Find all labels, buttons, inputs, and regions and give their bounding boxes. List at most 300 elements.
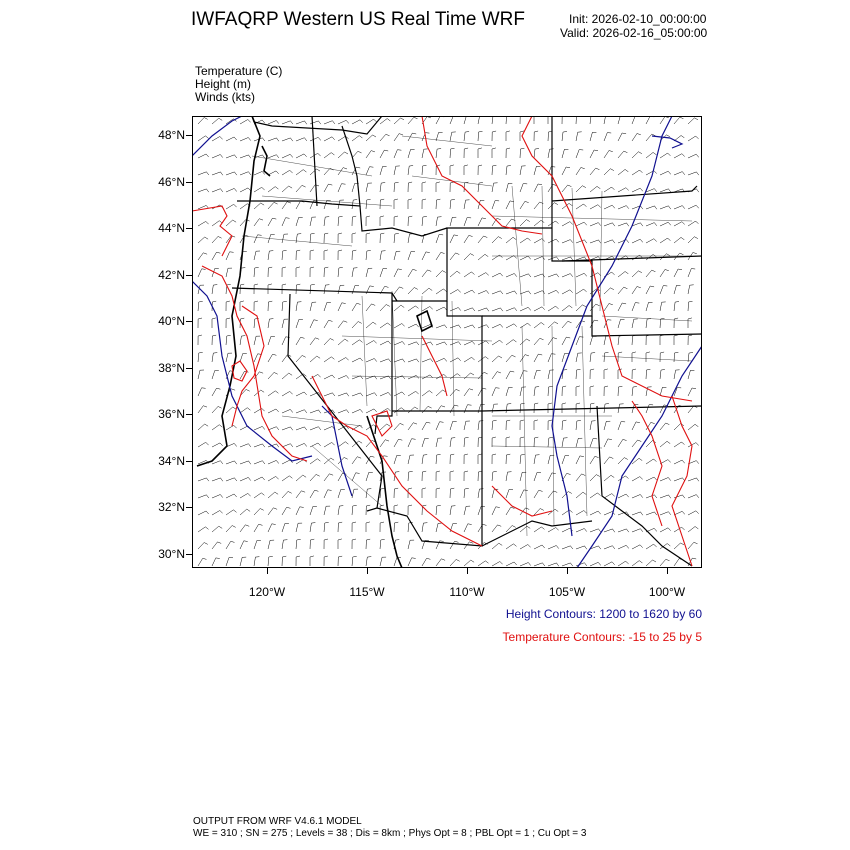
wind-barb xyxy=(352,556,357,566)
wind-barb xyxy=(660,335,664,345)
wind-barb xyxy=(688,495,699,498)
wind-barb xyxy=(324,556,328,566)
wind-barb xyxy=(492,404,498,413)
coastline xyxy=(197,116,432,568)
wind-barb xyxy=(310,233,315,243)
wind-barb xyxy=(254,408,265,413)
wind-barb xyxy=(618,223,629,226)
wind-barb xyxy=(646,171,657,175)
wind-barb xyxy=(590,116,595,124)
wind-barb xyxy=(394,134,403,141)
wind-barb xyxy=(436,438,442,447)
wind-barb xyxy=(534,166,540,175)
wind-barb xyxy=(352,151,362,158)
lat-tick-label: 36°N xyxy=(158,407,185,421)
wind-barb xyxy=(310,320,318,328)
wind-barb xyxy=(464,290,475,294)
wind-barb xyxy=(492,183,498,192)
lat-tick-mark xyxy=(186,507,192,508)
wind-barb xyxy=(450,405,458,413)
wind-barb xyxy=(310,507,317,516)
wind-barb xyxy=(646,335,650,345)
wind-barb xyxy=(436,523,442,532)
wind-barb xyxy=(506,562,517,566)
wind-barb xyxy=(478,254,488,260)
wind-barb xyxy=(310,121,321,124)
wind-barb xyxy=(310,338,319,345)
wind-barb xyxy=(534,291,545,294)
wind-barb xyxy=(576,563,587,566)
wind-barb xyxy=(562,306,572,312)
wind-barb xyxy=(478,148,482,158)
wind-barb xyxy=(646,286,654,294)
wind-barb xyxy=(422,455,427,464)
wind-barb xyxy=(324,539,328,549)
wind-barb xyxy=(464,405,472,413)
wind-barb xyxy=(576,204,587,209)
wind-barb xyxy=(366,539,370,549)
wind-barb xyxy=(422,523,427,532)
wind-barb xyxy=(394,216,398,226)
wind-barb xyxy=(338,184,346,192)
wind-barb xyxy=(520,148,524,158)
wind-barb xyxy=(338,339,348,345)
wind-barb xyxy=(408,359,419,362)
lon-tick-mark xyxy=(267,568,268,574)
wind-barb xyxy=(492,116,497,124)
wind-barb xyxy=(282,556,286,566)
wind-barb xyxy=(576,168,585,176)
wind-barb xyxy=(422,406,432,413)
wind-barb xyxy=(506,256,517,260)
wind-barb xyxy=(352,303,361,311)
wind-barb xyxy=(324,200,331,209)
wind-barb xyxy=(394,472,399,481)
wind-barb xyxy=(674,302,679,312)
wind-barb xyxy=(492,148,496,158)
wind-barb xyxy=(674,511,685,515)
wind-barb xyxy=(576,132,582,141)
wind-barb xyxy=(394,359,405,362)
wind-barb xyxy=(380,539,385,549)
wind-barb xyxy=(324,442,335,447)
wind-barb xyxy=(408,558,416,566)
wind-barb xyxy=(604,151,613,159)
wind-barb xyxy=(352,522,356,532)
wind-barb xyxy=(478,404,485,413)
wind-barb xyxy=(450,438,455,447)
wind-barb xyxy=(212,371,219,380)
wind-barb xyxy=(240,219,250,226)
wind-barb xyxy=(520,220,530,226)
wind-barb xyxy=(366,250,371,260)
wind-barb xyxy=(604,421,610,430)
wind-barb xyxy=(492,562,503,567)
wind-barb xyxy=(212,478,223,481)
wind-barb xyxy=(240,120,251,125)
wind-barb xyxy=(198,172,209,175)
wind-barb xyxy=(366,409,377,413)
wind-barb xyxy=(450,253,459,260)
wind-barb xyxy=(506,131,510,141)
wind-barb xyxy=(296,523,302,532)
wind-barb xyxy=(240,188,251,192)
wind-barb xyxy=(436,289,447,294)
wind-barb xyxy=(576,305,586,311)
wind-barb xyxy=(506,371,514,379)
wind-barb xyxy=(604,546,615,549)
wind-barb xyxy=(212,461,223,464)
wind-barb xyxy=(660,352,664,362)
wind-barb xyxy=(674,117,683,124)
wind-barb xyxy=(394,182,399,192)
wind-barb xyxy=(646,270,655,277)
wind-barb xyxy=(240,509,250,515)
wind-barb xyxy=(478,308,489,311)
wind-barb xyxy=(352,340,363,345)
wind-barb xyxy=(660,478,671,482)
wind-barb xyxy=(464,165,468,175)
wind-barb xyxy=(548,354,555,362)
wind-barb xyxy=(450,132,456,141)
wind-barb xyxy=(198,335,202,345)
wind-barb xyxy=(268,251,273,260)
wind-barb xyxy=(464,200,470,209)
wind-barb xyxy=(548,203,558,209)
wind-barb xyxy=(520,307,531,311)
wind-barb xyxy=(310,443,321,447)
wind-barb xyxy=(254,426,265,430)
wind-barb xyxy=(548,473,556,481)
wind-barb xyxy=(268,372,278,379)
wind-barb xyxy=(380,119,390,125)
lat-tick-mark xyxy=(186,414,192,415)
wind-barb xyxy=(254,187,265,192)
wind-barb xyxy=(632,422,640,430)
wind-barb xyxy=(618,303,626,311)
wind-barb xyxy=(506,454,510,464)
wind-barb xyxy=(226,252,234,260)
wind-barb xyxy=(450,358,461,362)
wind-barb xyxy=(394,455,401,464)
wind-barb xyxy=(254,524,263,532)
wind-barb xyxy=(604,169,614,175)
wind-barb xyxy=(254,251,260,260)
wind-barb xyxy=(310,153,321,158)
wind-barb xyxy=(198,237,208,243)
wind-barb xyxy=(268,476,279,481)
wind-barb xyxy=(338,522,342,532)
variable-label-height: Height (m) xyxy=(195,77,252,91)
wind-barb xyxy=(646,206,657,209)
wind-barb xyxy=(534,307,545,311)
wind-barb xyxy=(198,352,203,362)
wind-barb xyxy=(394,408,404,413)
wind-barb xyxy=(492,388,500,396)
wind-barb xyxy=(240,408,250,413)
wind-barb xyxy=(324,375,335,379)
wind-barb xyxy=(492,165,496,175)
wind-barb xyxy=(548,386,553,396)
wind-barb xyxy=(408,423,417,430)
wind-barb xyxy=(576,546,587,549)
wind-barb xyxy=(226,155,237,158)
wind-barb xyxy=(534,420,538,430)
lat-tick-mark xyxy=(186,135,192,136)
wind-barb xyxy=(338,285,344,294)
wind-barb xyxy=(394,269,402,277)
wind-barb xyxy=(324,474,333,481)
wind-barb xyxy=(520,545,531,550)
wind-barb xyxy=(464,116,471,124)
wind-barb xyxy=(338,250,342,260)
wind-barb xyxy=(226,541,235,549)
wind-barb xyxy=(310,185,319,192)
wind-barb xyxy=(632,440,641,447)
wind-barb xyxy=(226,526,236,533)
wind-barb xyxy=(548,370,554,379)
wind-barb xyxy=(282,154,293,158)
wind-barb xyxy=(310,459,320,464)
wind-barb xyxy=(478,131,483,141)
wind-barb xyxy=(352,489,358,498)
wind-barb xyxy=(618,422,625,430)
wind-barb xyxy=(534,131,538,141)
wind-barb xyxy=(618,458,628,464)
wind-barb xyxy=(590,439,597,448)
wind-barb xyxy=(492,420,497,430)
wind-barb xyxy=(506,437,510,447)
wind-barb xyxy=(296,234,301,243)
wind-barb xyxy=(688,527,698,533)
wind-barb xyxy=(198,527,209,532)
wind-barb xyxy=(450,342,461,345)
wind-barb xyxy=(590,205,601,209)
wind-barb xyxy=(450,506,455,515)
wind-barb xyxy=(408,288,418,295)
wind-barb xyxy=(254,235,262,243)
wind-barb xyxy=(506,291,517,294)
wind-barb xyxy=(646,319,651,329)
wind-barb xyxy=(310,539,314,549)
wind-barb xyxy=(464,308,475,311)
wind-barb xyxy=(282,138,293,141)
lat-tick-label: 42°N xyxy=(158,268,185,282)
wind-barb xyxy=(394,251,400,260)
wind-barb xyxy=(212,542,221,549)
wind-barb xyxy=(324,137,335,141)
wind-barb xyxy=(646,560,656,566)
temperature-contour-lines xyxy=(192,116,692,566)
wind-barb xyxy=(562,337,570,345)
wind-barb xyxy=(380,269,387,278)
wind-barb xyxy=(576,386,580,396)
wind-barb xyxy=(646,495,657,498)
wind-barb xyxy=(380,150,388,158)
wind-barb xyxy=(254,509,264,516)
wind-barb xyxy=(240,525,249,532)
wind-barb xyxy=(198,189,209,192)
wind-barb xyxy=(380,305,390,312)
wind-barb xyxy=(366,522,370,532)
wind-barb xyxy=(646,152,656,158)
wind-barb xyxy=(646,369,650,379)
wind-barb xyxy=(310,410,321,413)
wind-barb xyxy=(492,356,502,362)
wind-barb xyxy=(296,539,301,549)
wind-barb xyxy=(324,303,331,312)
wind-barb xyxy=(436,358,447,362)
wind-barb xyxy=(632,335,637,345)
wind-barb xyxy=(296,121,307,124)
wind-barb xyxy=(366,167,373,175)
wind-barb xyxy=(408,375,419,379)
wind-barb xyxy=(506,420,510,430)
wind-barb xyxy=(226,204,237,209)
wind-barb xyxy=(562,403,566,413)
wind-barb xyxy=(548,546,559,550)
wind-barb xyxy=(268,138,279,141)
wind-barb xyxy=(268,492,278,498)
wind-barb xyxy=(562,321,572,328)
wind-barb xyxy=(464,524,472,532)
wind-barb xyxy=(688,478,699,481)
wind-barb xyxy=(338,233,342,243)
wind-barb xyxy=(450,488,454,498)
wind-barb xyxy=(268,524,276,532)
wind-barb xyxy=(226,425,237,430)
wind-barb xyxy=(688,172,699,175)
wind-barb xyxy=(660,238,671,243)
wind-barb xyxy=(366,151,375,158)
wind-barb xyxy=(520,490,528,498)
wind-barb xyxy=(492,291,503,294)
wind-barb xyxy=(632,170,643,175)
wind-barb xyxy=(268,337,275,346)
wind-barb xyxy=(618,336,623,346)
wind-barb xyxy=(296,320,303,329)
wind-barb xyxy=(436,406,445,413)
wind-barb xyxy=(296,507,304,515)
wind-barb xyxy=(366,119,377,124)
wind-barb xyxy=(380,323,391,328)
wind-barb xyxy=(632,512,643,515)
wind-barb xyxy=(268,540,274,549)
wind-barb xyxy=(324,490,332,498)
wind-barb xyxy=(212,155,223,159)
wind-barb xyxy=(660,559,670,566)
wind-barb xyxy=(688,221,699,226)
wind-barb xyxy=(590,562,601,566)
wind-barb xyxy=(310,490,318,498)
wind-barb xyxy=(520,339,530,345)
wind-barb xyxy=(660,423,669,430)
wind-barb xyxy=(198,253,207,260)
lat-tick-label: 32°N xyxy=(158,500,185,514)
wind-barb xyxy=(548,437,553,447)
wind-barb xyxy=(282,218,290,226)
wind-barb xyxy=(590,386,594,396)
wind-barb xyxy=(660,302,666,311)
wind-barb xyxy=(492,437,496,447)
wind-barb xyxy=(366,472,373,481)
wind-barb xyxy=(450,454,454,464)
wind-barb xyxy=(534,274,545,277)
wind-barb xyxy=(660,512,671,515)
wind-barb xyxy=(674,460,685,464)
wind-barb xyxy=(296,302,301,311)
wind-barb xyxy=(478,218,486,226)
wind-barb xyxy=(436,182,440,192)
wind-barb xyxy=(310,556,314,566)
wind-barb xyxy=(408,407,418,413)
wind-barb xyxy=(282,524,289,533)
model-info-line2: WE = 310 ; SN = 275 ; Levels = 38 ; Dis = 8km ; Phys Opt = 8 ; PBL Opt = 1 ; Cu Opt = 3 xyxy=(193,828,587,839)
wind-barb xyxy=(366,216,370,226)
wind-barb xyxy=(604,288,614,294)
wind-barb xyxy=(660,189,671,192)
wind-barb xyxy=(688,285,694,294)
wind-barb xyxy=(212,425,222,430)
weather-map xyxy=(192,116,702,568)
wind-barb xyxy=(534,527,545,532)
wind-barb xyxy=(450,271,460,277)
wind-barb xyxy=(282,250,287,260)
wind-barb xyxy=(478,561,489,566)
wind-barb xyxy=(590,369,594,379)
wind-barb xyxy=(268,155,279,158)
wind-barb xyxy=(688,370,694,379)
wind-barb xyxy=(212,172,223,175)
wind-barb xyxy=(534,563,545,566)
wind-barb xyxy=(632,188,643,192)
wind-barb xyxy=(450,421,457,430)
wind-barb xyxy=(506,507,515,515)
wind-barb xyxy=(562,257,573,260)
wind-barb xyxy=(520,274,531,277)
wind-barb xyxy=(520,526,530,532)
wind-barb xyxy=(226,137,237,141)
wind-barb xyxy=(422,270,431,277)
map-title: IWFAQRP Western US Real Time WRF xyxy=(191,9,525,30)
wind-barb xyxy=(366,489,371,498)
wind-barb xyxy=(422,165,427,175)
wind-barb xyxy=(590,511,601,515)
wind-barb xyxy=(324,250,328,260)
wind-barb xyxy=(520,472,526,481)
wind-barb xyxy=(562,456,569,465)
wind-barb xyxy=(520,238,531,243)
wind-barb xyxy=(506,183,512,192)
wind-barb xyxy=(534,490,543,498)
wind-barb xyxy=(254,477,265,481)
wind-barb xyxy=(548,528,559,533)
wind-barb xyxy=(422,216,427,226)
wind-barb xyxy=(408,252,415,261)
wind-barb xyxy=(506,308,517,311)
wind-barb xyxy=(604,562,615,566)
wind-barb xyxy=(450,559,460,566)
wind-barb xyxy=(520,291,531,294)
wind-barb xyxy=(478,273,489,277)
wind-barb xyxy=(296,355,306,362)
wind-barb xyxy=(394,199,398,209)
wind-barb xyxy=(310,217,316,226)
wind-barb xyxy=(408,439,416,447)
wind-barb xyxy=(464,437,469,447)
wind-barb xyxy=(212,443,223,447)
wind-barb xyxy=(618,206,629,209)
